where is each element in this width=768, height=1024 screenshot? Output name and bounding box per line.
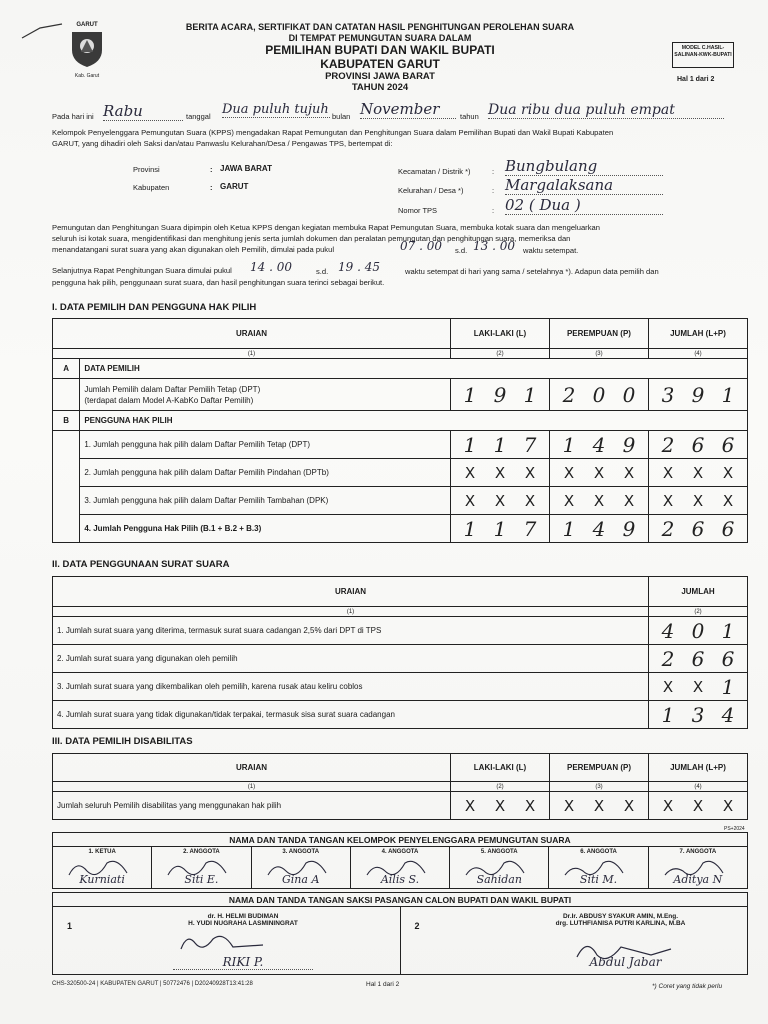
model-box: MODEL C.HASIL-SALINAN-KWK-BUPATI xyxy=(672,42,734,68)
footer-page: Hal 1 dari 2 xyxy=(366,981,400,988)
s1-row2-j xyxy=(648,459,747,487)
saksi-2 xyxy=(400,907,748,975)
handwritten-digit: 2 xyxy=(562,382,576,407)
kecamatan-value: Bungbulang xyxy=(505,157,663,176)
end-time-2: 19 . 45 xyxy=(338,260,380,274)
handwritten-digit: 9 xyxy=(622,516,636,541)
tahun-label: tahun xyxy=(460,112,479,121)
handwritten-digit: 4 xyxy=(721,702,735,727)
tanggal-value: Dua puluh tujuh xyxy=(222,102,329,117)
kpps-member-name: Aditya N xyxy=(673,873,723,886)
kpps-member-name: Siti E. xyxy=(184,873,219,886)
saksi-2-name: Abdul Jabar xyxy=(589,955,662,969)
s1-col-uraian: URAIAN xyxy=(53,319,451,349)
s2-n2: (2) xyxy=(649,607,748,617)
kabupaten-label: Kabupaten xyxy=(133,183,170,192)
s2-col-j: JUMLAH xyxy=(649,577,748,607)
handwritten-digit: 1 xyxy=(562,432,576,457)
handwritten-digit: 1 xyxy=(493,516,507,541)
handwritten-digit: 6 xyxy=(691,432,705,457)
tps-value: 02 ( Dua ) xyxy=(505,196,663,215)
handwritten-digit: X xyxy=(593,796,605,815)
s2-row1-j xyxy=(649,617,748,645)
handwritten-digit: X xyxy=(662,463,674,482)
s1-col-j: JUMLAH (L+P) xyxy=(648,319,747,349)
s2-row3-j xyxy=(649,673,748,701)
kpps-code: PS+2024 xyxy=(724,826,745,832)
header-line3: PEMILIHAN BUPATI DAN WAKIL BUPATI xyxy=(265,43,495,57)
saksi-1 xyxy=(53,907,401,975)
s3-n2: (2) xyxy=(451,782,550,792)
page-indicator: Hal 1 dari 2 xyxy=(677,76,715,83)
handwritten-digit: X xyxy=(662,491,674,510)
header-line6: TAHUN 2024 xyxy=(351,82,409,93)
tps-label: Nomor TPS xyxy=(398,206,438,215)
handwritten-digit: X xyxy=(662,677,674,696)
s2-col-uraian: URAIAN xyxy=(53,577,649,607)
s1-n3: (3) xyxy=(549,349,648,359)
s1-row2-text: 2. Jumlah pengguna hak pilih dalam Daftar Pemilih Pindahan (DPTb) xyxy=(80,459,451,487)
handwritten-digit: X xyxy=(692,491,704,510)
para2-line4: Selanjutnya Rapat Penghitungan Suara dimulai pukul xyxy=(52,266,232,275)
handwritten-digit: 6 xyxy=(691,516,705,541)
saksi-table xyxy=(52,892,748,975)
end-time-1: 13 . 00 xyxy=(473,239,515,253)
saksi-1-name: RIKI P. xyxy=(173,955,313,970)
handwritten-digit: 6 xyxy=(691,646,705,671)
s1-a-title: DATA PEMILIH xyxy=(80,359,748,379)
footer-note: *) Coret yang tidak perlu xyxy=(652,983,723,990)
para2-line2: seluruh isi kotak suara, mengidentifikasi dan menghitung jenis serta jumlah dokumen dan peralatan pemungutan dan penghitungan suara, memeriksa dan xyxy=(52,234,571,243)
s1-dpt-text xyxy=(80,379,451,411)
handwritten-digit: 0 xyxy=(691,618,705,643)
kpps-title: NAMA DAN TANDA TANGAN KELOMPOK PENYELENGGARA PEMUNGUTAN SUARA xyxy=(53,833,748,847)
s2-row3-text: 3. Jumlah surat suara yang dikembalikan oleh pemilih, karena rusak atau keliru coblos xyxy=(53,673,649,701)
s3-col-l: LAKI-LAKI (L) xyxy=(451,754,550,782)
s2-row2-text: 2. Jumlah surat suara yang digunakan oleh pemilih xyxy=(53,645,649,673)
handwritten-digit: 1 xyxy=(562,516,576,541)
s1-row3-text: 3. Jumlah pengguna hak pilih dalam Daftar Pemilih Tambahan (DPK) xyxy=(80,487,451,515)
handwritten-digit: 4 xyxy=(592,516,606,541)
s3-row-l xyxy=(451,792,550,820)
kpps-member-7 xyxy=(648,847,747,889)
handwritten-digit: 7 xyxy=(523,516,537,541)
provinsi-label: Provinsi xyxy=(133,165,160,174)
footer-code: CHS-320500-24 | KABUPATEN GARUT | 50772476 | D20240928T13:41:28 xyxy=(52,981,253,987)
saksi-1-cand-a: dr. H. HELMI BUDIMAN xyxy=(207,913,279,920)
handwritten-digit: 1 xyxy=(463,382,477,407)
s2-row4-j xyxy=(649,701,748,729)
saksi-1-cand-b: H. YUDI NUGRAHA LASMININGRAT xyxy=(188,920,298,927)
handwritten-digit: 1 xyxy=(721,382,735,407)
handwritten-digit: 3 xyxy=(691,702,705,727)
handwritten-digit: 1 xyxy=(463,516,477,541)
handwritten-digit: X xyxy=(563,491,575,510)
s1-col-l: LAKI-LAKI (L) xyxy=(450,319,549,349)
saksi-2-number: 2 xyxy=(414,921,420,931)
s3-n4: (4) xyxy=(649,782,748,792)
handwritten-digit: X xyxy=(494,491,506,510)
header-line1: BERITA ACARA, SERTIFIKAT DAN CATATAN HASIL PENGHITUNGAN PEROLEHAN SUARA xyxy=(185,22,575,32)
s3-col-uraian: URAIAN xyxy=(53,754,451,782)
s1-dpt-j xyxy=(648,379,747,411)
kpu-logo xyxy=(66,22,108,80)
s1-row2-p xyxy=(549,459,648,487)
intro-text2: GARUT, yang dihadiri oleh Saksi dan/atau Panwaslu Kelurahan/Desa / Pengawas TPS, bertempat di: xyxy=(52,139,393,148)
kpps-member-name: Sahidan xyxy=(476,873,522,886)
s2-row4-text: 4. Jumlah surat suara yang tidak digunakan/tidak terpakai, termasuk sisa surat suara cadangan xyxy=(53,701,649,729)
section2-table xyxy=(52,576,748,729)
section2-title: II. DATA PENGGUNAAN SURAT SUARA xyxy=(52,559,230,570)
logo-subtext: Kab. Garut xyxy=(74,73,100,79)
s1-row1-text: 1. Jumlah pengguna hak pilih dalam Daftar Pemilih Tetap (DPT) xyxy=(80,431,451,459)
saksi-2-cand-b: drg. LUTHFIANISA PUTRI KARLINA, M.BA xyxy=(555,920,686,927)
handwritten-digit: 1 xyxy=(493,432,507,457)
sd-1: s.d. xyxy=(455,246,468,255)
handwritten-digit: 1 xyxy=(721,674,735,699)
handwritten-digit: X xyxy=(662,796,674,815)
s1-row1-p xyxy=(549,431,648,459)
handwritten-digit: X xyxy=(464,796,476,815)
para2-line5: pengguna hak pilih, penggunaan surat suara, dan hasil penghitungan suara terinci sebagai berikut. xyxy=(52,278,385,287)
handwritten-digit: X xyxy=(692,463,704,482)
kecamatan-label: Kecamatan / Distrik *) xyxy=(398,167,471,176)
bulan-value: November xyxy=(360,100,456,119)
kpps-member-6 xyxy=(549,847,648,889)
s1-row3-p xyxy=(549,487,648,515)
header-line2: DI TEMPAT PEMUNGUTAN SUARA DALAM xyxy=(288,33,472,43)
handwritten-digit: X xyxy=(494,796,506,815)
para2-line1: Pemungutan dan Penghitungan Suara dipimpin oleh Ketua KPPS dengan kegiatan membuka Rapat Pemungutan Suara, membuka kotak suara dan mengeluarkan xyxy=(52,223,600,232)
handwritten-digit: X xyxy=(722,463,734,482)
start-time-2: 14 . 00 xyxy=(250,260,292,274)
kpps-member-role: 2. ANGGOTA xyxy=(183,849,220,855)
s3-col-p: PEREMPUAN (P) xyxy=(550,754,649,782)
header-line5: PROVINSI JAWA BARAT xyxy=(325,71,435,82)
s1-col-p: PEREMPUAN (P) xyxy=(549,319,648,349)
pada-hari-label: Pada hari ini xyxy=(52,112,94,121)
handwritten-digit: 9 xyxy=(691,382,705,407)
header-line4: KABUPATEN GARUT xyxy=(320,57,440,71)
s3-row-text: Jumlah seluruh Pemilih disabilitas yang menggunakan hak pilih xyxy=(53,792,451,820)
handwritten-digit: X xyxy=(563,796,575,815)
handwritten-digit: 0 xyxy=(622,382,636,407)
para2-line3b: waktu setempat. xyxy=(523,246,579,255)
handwritten-digit: 4 xyxy=(661,618,675,643)
s1-a-label: A xyxy=(53,359,80,379)
hari-value: Rabu xyxy=(103,102,183,121)
handwritten-digit: X xyxy=(524,491,536,510)
handwritten-digit: 2 xyxy=(661,646,675,671)
handwritten-digit: 9 xyxy=(493,382,507,407)
kpps-member-1 xyxy=(53,847,152,889)
kpps-member-4 xyxy=(350,847,449,889)
start-time-1: 07 . 00 xyxy=(400,239,442,253)
kpps-member-name: Siti M. xyxy=(579,873,618,886)
kpps-member-name: Gina A xyxy=(282,873,320,886)
handwritten-digit: 6 xyxy=(721,516,735,541)
s2-n1: (1) xyxy=(53,607,649,617)
handwritten-digit: 0 xyxy=(592,382,606,407)
s3-n3: (3) xyxy=(550,782,649,792)
section1-table xyxy=(52,318,748,543)
s1-row4-text: 4. Jumlah Pengguna Hak Pilih (B.1 + B.2 + B.3) xyxy=(80,515,451,543)
handwritten-digit: X xyxy=(464,463,476,482)
tanggal-label: tanggal xyxy=(186,112,211,121)
logo-text: GARUT xyxy=(76,22,98,28)
handwritten-digit: X xyxy=(692,677,704,696)
s1-row4-p xyxy=(549,515,648,543)
s3-row-p xyxy=(550,792,649,820)
kpps-member-role: 7. ANGGOTA xyxy=(679,849,717,855)
bulan-label: bulan xyxy=(332,112,351,121)
kpps-member-3 xyxy=(251,847,350,889)
kelurahan-value: Margalaksana xyxy=(505,176,663,195)
handwritten-digit: 1 xyxy=(463,432,477,457)
handwritten-digit: X xyxy=(722,796,734,815)
handwritten-digit: 1 xyxy=(721,618,735,643)
provinsi-value: JAWA BARAT xyxy=(220,164,272,173)
s1-row4-l xyxy=(450,515,549,543)
handwritten-digit: 6 xyxy=(721,646,735,671)
kpps-member-role: 1. KETUA xyxy=(88,849,116,855)
s1-row3-l xyxy=(450,487,549,515)
s1-row3-j xyxy=(648,487,747,515)
handwritten-digit: 1 xyxy=(661,702,675,727)
s1-row2-l xyxy=(450,459,549,487)
handwritten-digit: X xyxy=(623,491,635,510)
handwritten-digit: 9 xyxy=(622,432,636,457)
kpps-table xyxy=(52,832,748,889)
handwritten-digit: X xyxy=(524,463,536,482)
kpps-member-role: 4. ANGGOTA xyxy=(381,849,419,855)
saksi-2-cand-a: Dr.Ir. ABDUSY SYAKUR AMIN, M.Eng. xyxy=(562,913,679,920)
handwritten-digit: X xyxy=(494,463,506,482)
s2-row2-j xyxy=(649,645,748,673)
handwritten-digit: X xyxy=(593,463,605,482)
pen-stroke-mark xyxy=(18,12,68,42)
s1-row1-j xyxy=(648,431,747,459)
handwritten-digit: X xyxy=(692,796,704,815)
handwritten-digit: X xyxy=(623,463,635,482)
section3-title: III. DATA PEMILIH DISABILITAS xyxy=(52,736,193,747)
saksi-title: NAMA DAN TANDA TANGAN SAKSI PASANGAN CALON BUPATI DAN WAKIL BUPATI xyxy=(53,893,748,907)
kpps-member-5 xyxy=(450,847,549,889)
s1-dpt-l xyxy=(450,379,549,411)
s1-dpt-text1: Jumlah Pemilih dalam Daftar Pemilih Tetap (DPT) xyxy=(84,384,261,394)
kpps-member-2 xyxy=(152,847,251,889)
handwritten-digit: X xyxy=(593,491,605,510)
s1-b-title: PENGGUNA HAK PILIH xyxy=(80,411,748,431)
para2-line3: menandatangani surat suara yang akan digunakan oleh Pemilih, dimulai pada pukul xyxy=(52,245,335,254)
s1-dpt-text2: (terdapat dalam Model A-KabKo Daftar Pemilih) xyxy=(84,395,254,405)
kpps-member-role: 3. ANGGOTA xyxy=(282,849,320,855)
s1-n2: (2) xyxy=(450,349,549,359)
handwritten-digit: X xyxy=(623,796,635,815)
s1-n1: (1) xyxy=(53,349,451,359)
section1-title: I. DATA PEMILIH DAN PENGGUNA HAK PILIH xyxy=(52,302,257,313)
kpu-emblem-icon xyxy=(66,28,108,68)
handwritten-digit: 2 xyxy=(661,516,675,541)
s3-row-j xyxy=(649,792,748,820)
sd-2: s.d. xyxy=(316,267,329,276)
handwritten-digit: 4 xyxy=(592,432,606,457)
para2-line4b: waktu setempat di hari yang sama / setelahnya *). Adapun data pemilih dan xyxy=(405,267,659,276)
handwritten-digit: X xyxy=(563,463,575,482)
s1-b-label: B xyxy=(53,411,80,431)
kpps-member-role: 5. ANGGOTA xyxy=(480,849,518,855)
handwritten-digit: 7 xyxy=(523,432,537,457)
s2-row1-text: 1. Jumlah surat suara yang diterima, termasuk surat suara cadangan 2,5% dari DPT di TPS xyxy=(53,617,649,645)
kabupaten-value: GARUT xyxy=(220,182,249,191)
handwritten-digit: 1 xyxy=(523,382,537,407)
s3-n1: (1) xyxy=(53,782,451,792)
handwritten-digit: 3 xyxy=(661,382,675,407)
handwritten-digit: X xyxy=(524,796,536,815)
s1-row1-l xyxy=(450,431,549,459)
kpps-member-name: Kurniati xyxy=(79,873,125,886)
handwritten-digit: X xyxy=(722,491,734,510)
intro-text1: Kelompok Penyelenggara Pemungutan Suara (KPPS) mengadakan Rapat Pemungutan dan Penghitungan Suara dalam Pemilihan Bupati dan Wakil Bupati Kabupaten xyxy=(52,128,614,137)
saksi-1-number: 1 xyxy=(67,921,73,931)
kpps-member-role: 6. ANGGOTA xyxy=(580,849,617,855)
tahun-value: Dua ribu dua puluh empat xyxy=(488,102,724,119)
s1-dpt-p xyxy=(549,379,648,411)
s1-row4-j xyxy=(648,515,747,543)
section3-table xyxy=(52,753,748,820)
document-page: GARUT Kab. Garut BERITA ACARA, SERTIFIKAT DAN CATATAN HASIL PENGHITUNGAN PEROLEHAN SUARA DI TEMPAT PEMUNGUTAN SUARA DALAM PEMILIHAN BUPATI DAN WAKIL BUPATI KABUPATEN GARUT PROVINSI JAWA BARAT TAHUN 2024 MODEL C.HASIL-SALINAN-KWK-BUPATI Hal 1 dari 2 Pada hari ini Rabu tanggal Dua puluh tujuh bulan November tahun Dua ribu dua puluh empat Kelompok Penyelenggara Pemungutan Suara (KPPS) mengadakan Rapat Pemungutan dan Penghitungan Suara dalam Pemilihan Bupati dan Wakil Bupati Kabupaten GARUT, yang dihadiri oleh Saksi dan/atau Panwaslu Kelurahan/Desa / Pengawas TPS, bertempat di: Provinsi : JAWA BARAT Kabupaten : GARUT Kecamatan / Distrik *) : Bungbulang Kelurahan / Desa *) : Margalaksana Nomor TPS : 02 ( Dua ) Pemungutan dan Penghitungan Suara dipimpin oleh Ketua KPPS dengan kegiatan membuka Rapat Pemungutan Suara, membuka kotak suara dan mengeluarkan seluruh isi kotak suara, mengidentifikasi dan menghitung jenis serta jumlah dokumen dan peralatan pemungutan dan penghitungan suara, memeriksa dan menandatangani surat suara yang akan digunakan oleh Pemilih, dimulai pada pukul 07 . 00 s.d. 13 . 00 waktu setempat. Selanjutnya Rapat Penghitungan Suara dimulai pukul 14 . 00 s.d. 19 . 45 waktu setempat di hari yang sama / setelahnya *). Adapun data pemilih dan pengguna hak pilih, penggunaan surat suara, dan hasil penghitungan suara terinci sebagai berikut. I. DATA PEMILIH DAN PENGGUNA HAK PILIH URAIAN LAKI-LAKI (L) PEREMPUAN (P) JUMLAH (L+P) (1) (2) (3) (4) A DATA PEMILIH Jumlah Pemilih dalam Daftar Pemilih Tetap (DPT) (terdapat dalam Model A-KabKo Daftar Pemilih) 1 9 1 2 0 0 3 9 1 B PENGGUNA HAK PILIH 1. Jumlah pengguna hak pilih dalam Daftar Pemilih Tetap (DPT) 1 1 7 1 4 9 2 6 6 2. Jumlah pengguna hak pilih dalam Daftar Pemilih Pindahan (DPTb) X X X X X X X X X 3. Jumlah pengguna hak pilih dalam Daftar Pemilih Tambahan (DPK) X X X X X X X X X 4. Jumlah Pengguna Hak Pilih (B.1 + B.2 + B.3) 1 1 7 1 4 9 2 6 6 II. DATA PENGGUNAAN SURAT SUARA URAIAN JUMLAH (1) (2) 1. Jumlah surat suara yang diterima, termasuk surat suara cadangan 2,5% dari DPT di TPS 4 0 1 2. Jumlah surat suara yang digunakan oleh pemilih 2 6 6 3. Jumlah surat suara yang dikembalikan oleh pemilih, karena rusak atau keliru coblos X X 1 4. Jumlah surat suara yang tidak digunakan/tidak terpakai, termasuk sisa surat suara cadangan 1 3 4 III. DATA PEMILIH DISABILITAS URAIAN LAKI-LAKI (L) PEREMPUAN (P) JUMLAH (L+P) (1) (2) (3) (4) Jumlah seluruh Pemilih disabilitas yang menggunakan hak pilih X X X X X X X X X PS+2024 NAMA DAN TANDA TANGAN KELOMPOK PENYELENGGARA PEMUNGUTAN SUARA 1. KETUA Kurniati 2. ANGGOTA Siti E. 3. ANGGOTA Gina A 4. ANGGOTA Ailis S. 5. ANGGOTA Sahidan 6. ANGGOTA Siti M. 7. ANGGOTA Aditya N NAMA DAN TANDA TANGAN SAKSI PASANGAN CALON BUPATI DAN WAKIL BUPATI 1 dr. H. HELMI BUDIMAN H. YUDI NUGRAHA LASMININGRAT RIKI P. 2 Dr.Ir. ABDUSY SYAKUR AMIN, M.Eng. drg. LUTHFIANISA PUTRI KARLINA, M.BA Abdul Jabar CHS-320500-24 | KABUPATEN GARUT | 50772476 | D20240928T13:41:28 Hal 1 dari 2 *) Coret yang tidak perlu xyxy=(0,0,768,1024)
s3-col-j: JUMLAH (L+P) xyxy=(649,754,748,782)
handwritten-digit: 2 xyxy=(661,432,675,457)
s1-n4: (4) xyxy=(648,349,747,359)
handwritten-digit: X xyxy=(464,491,476,510)
kelurahan-label: Kelurahan / Desa *) xyxy=(398,186,464,195)
kpps-member-name: Ailis S. xyxy=(380,873,420,886)
handwritten-digit: 6 xyxy=(721,432,735,457)
